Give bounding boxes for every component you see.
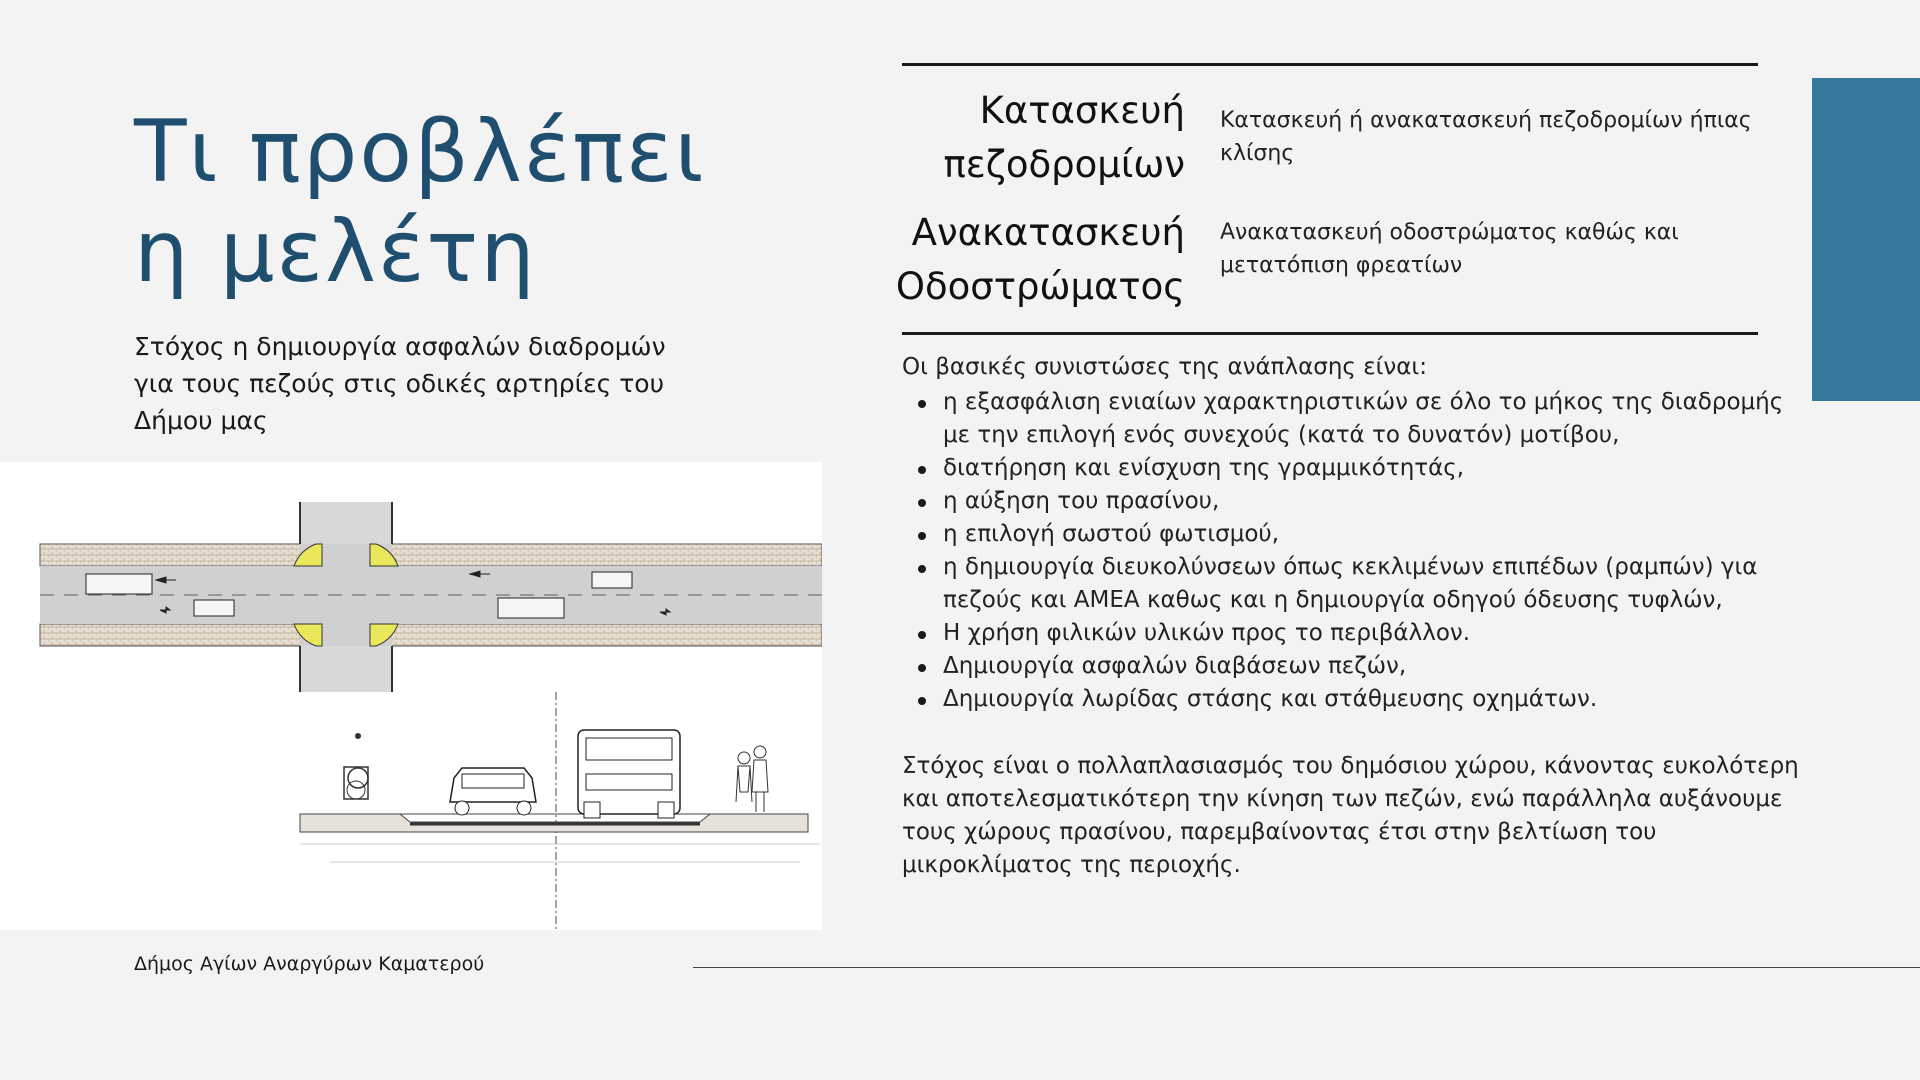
- list-item: Δημιουργία λωρίδας στάσης και στάθμευσης οχημάτων.: [902, 683, 1802, 716]
- footer-divider: [693, 967, 1920, 968]
- road-drawing-svg: [0, 462, 822, 930]
- work-heading-line: Ανακατασκευή: [911, 211, 1185, 254]
- components-list: [902, 386, 1802, 716]
- components-intro: Οι βασικές συνιστώσες της ανάπλασης είναι:: [902, 354, 1427, 380]
- list-item: διατήρηση και ενίσχυση της γραμμικότητάς,: [902, 452, 1802, 485]
- list-item: Η χρήση φιλικών υλικών προς το περιβάλλον.: [902, 617, 1802, 650]
- work-heading-line: Οδοστρώματος: [895, 265, 1185, 308]
- road-plan-drawing: [0, 462, 822, 930]
- list-item: η εξασφάλιση ενιαίων χαρακτηριστικών σε όλο το μήκος της διαδρομής με την επιλογή ενός συνεχούς (κατά το δυνατόν) μοτίβου,: [902, 386, 1802, 452]
- footer-municipality: Δήμος Αγίων Αναργύρων Καματερού: [134, 953, 485, 975]
- work-heading-road: [896, 206, 1185, 314]
- list-item: η επιλογή σωστού φωτισμού,: [902, 518, 1802, 551]
- subtitle: Στόχος η δημιουργία ασφαλών διαδρομών για τους πεζούς στις οδικές αρτηρίες του Δήμου μας: [134, 332, 666, 435]
- work-description-sidewalks: Κατασκευή ή ανακατασκευή πεζοδρομίων ήπιας κλίσης: [1220, 108, 1752, 166]
- work-description-road: Ανακατασκευή οδοστρώματος καθώς και μετατόπιση φρεατίων: [1220, 220, 1679, 278]
- section-view: [300, 692, 820, 930]
- works-top-rule: [902, 63, 1758, 66]
- plan-view: [40, 502, 822, 692]
- list-item: η αύξηση του πρασίνου,: [902, 485, 1802, 518]
- goal-paragraph: Στόχος είναι ο πολλαπλασιασμός του δημόσιου χώρου, κάνοντας ευκολότερη και αποτελεσματικότερη την κίνηση των πεζών, ενώ παράλληλα αυξάνουμε τους χώρους πρασίνου, παρεμβαίνοντας έτσι στην βελτίωση του μικροκλίματος της περιοχής.: [902, 753, 1799, 878]
- list-item: η δημιουργία διευκολύνσεων όπως κεκλιμένων επιπέδων (ραμπών) για πεζούς και ΑΜΕΑ καθως και η δημιουργία οδηγού όδευσης τυφλών,: [902, 551, 1802, 617]
- work-heading-sidewalks: [943, 84, 1185, 192]
- accent-bar: [1812, 78, 1920, 401]
- page-title: [134, 102, 754, 302]
- work-heading-line: πεζοδρομίων: [943, 143, 1185, 186]
- title-line-1: Τι προβλέπει: [134, 102, 706, 202]
- list-item: Δημιουργία ασφαλών διαβάσεων πεζών,: [902, 650, 1802, 683]
- work-heading-line: Κατασκευή: [979, 89, 1185, 132]
- title-line-2: η μελέτη: [134, 202, 537, 302]
- works-bottom-rule: [902, 332, 1758, 335]
